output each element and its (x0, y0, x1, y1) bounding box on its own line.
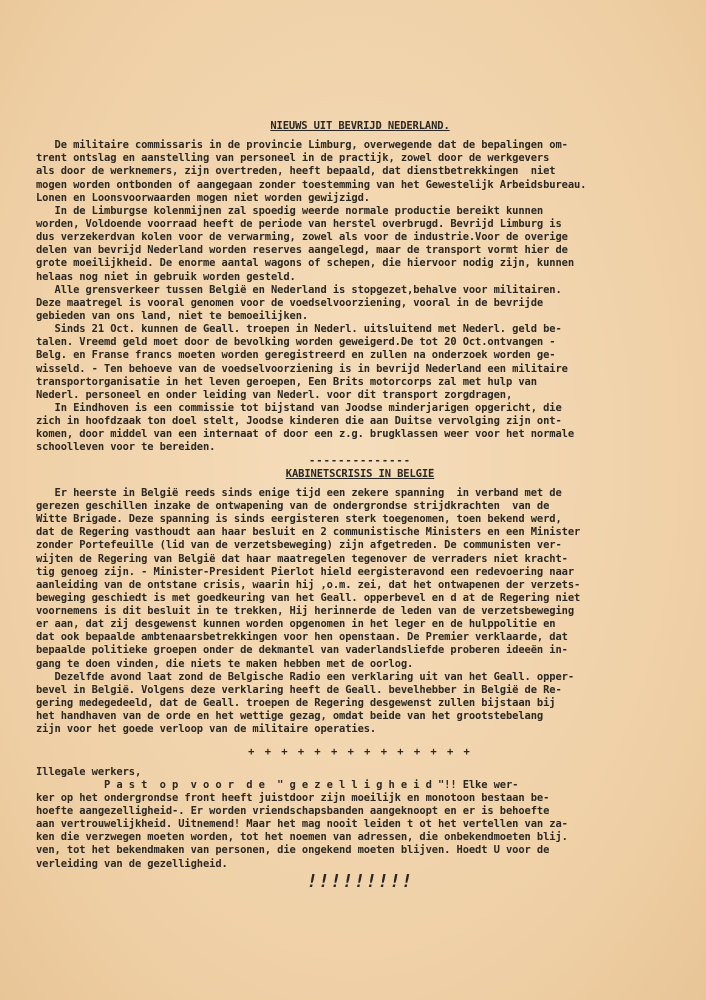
stars-divider: + + + + + + + + + + + + + + (248, 746, 472, 759)
text-line: voornemens is dit besluit in te trekken, Hij herinnerde de leden van de verzetsbeweging (36, 605, 575, 618)
text-line: zijn voor het goede verloop van de militaire operaties. (36, 723, 377, 736)
text-line: schoolleven voor te bereiden. (36, 441, 216, 454)
section-heading-belgium: KABINETSCRISIS IN BELGIË (285, 467, 435, 480)
text-line: gang te doen vinden, die niets te maken hebben met de oorlog. (36, 657, 414, 670)
page-title: NIEUWS UIT BEVRIJD NEDERLAND. (270, 120, 450, 132)
text-line: Dezelfde avond laat zond de Belgische Radio een verklaring uit van het Geall. opper- (36, 670, 575, 683)
text-line: Illegale werkers, (36, 765, 142, 778)
text-line: beweging geschiedt is met goedkeuring van het Geall. opperbevel en d at de Regering niet (36, 591, 581, 604)
text-line: ker op het ondergrondse front heeft juistdoor zijn moeilijk en monotoon bestaan be- (36, 791, 550, 804)
text-line: gebieden van ons land, niet te bemoeilijken. (36, 309, 309, 322)
text-line: Witte Brigade. Deze spanning is sinds eergisteren sterk toegenomen, toen bekend werd, (36, 513, 562, 526)
text-line: dat ook bepaalde ambtenaarsbetrekkingen voor hen openstaan. De Premier verklaarde, dat (36, 631, 568, 644)
text-line: als door de werknemers, zijn overtreden, heeft bepaald, dat dienstbetrekkingen niet (36, 165, 556, 178)
text-line: wijten de Regering van België dat haar maatregelen tegenover de verraders niet kracht- (36, 552, 568, 565)
text-line: gerezen geschillen inzake de ontwapening van de ondergrondse strijdkrachten van de (36, 499, 550, 512)
text-line: tig genoeg zijn. - Minister-President Pierlot hield eergisteravond een redevoering naar (36, 565, 575, 578)
text-line: Lonen en Loonsvoorwaarden mogen niet worden gewijzigd. (36, 191, 370, 204)
typewritten-text (36, 120, 684, 892)
text-line: mogen worden ontbonden of aangegaan zonder toestemming van het Gewestelijk Arbeidsbureau. (36, 178, 587, 191)
text-line: komen, door middel van een internaat of door een z.g. brugklassen weer voor het normale (36, 428, 575, 441)
text-line: er aan, dat zij desgewenst kunnen worden opgenomen in het leger en de hulppolitie en (36, 618, 556, 631)
text-line: Nederl. personeel en onder leiding van Nederl. voor dit transport zorgdragen, (36, 388, 513, 401)
text-line: ken die verzwegen moeten worden, tot het noemen van adressen, die onbekendmoeten blij. (36, 831, 568, 844)
text-line: hoefte aangezelligheid-. Er worden vriendschapsbanden aangeknoopt en er is behoefte (36, 805, 550, 818)
text-line: Sinds 21 Oct. kunnen de Geall. troepen in Nederl. uitsluitend met Nederl. geld be- (36, 323, 562, 336)
text-line: talen. Vreemd geld moet door de bevolking worden geweigerd.De tot 20 Oct.ontvangen - (36, 336, 556, 349)
text-line: zonder Portefeuille (lid van de verzetsbeweging) zijn afgetreden. De communisten ver- (36, 539, 562, 552)
section-news (36, 139, 684, 454)
text-line: delen van bevrijd Nederland worden reserves aangelegd, maar de transport vormt hier de (36, 244, 568, 257)
text-line: In de Limburgse kolenmijnen zal spoedig weerde normale productie bereikt kunnen (36, 204, 544, 217)
text-line: zich in hoofdzaak ton doel stelt, Joodse kinderen die aan Duitse vervolging zijn ont- (36, 415, 562, 428)
text-line: De militaire commissaris in de provincie Limburg, overwegende dat de bepalingen om- (36, 139, 568, 152)
text-line: Deze maatregel is vooral genomen voor de voedselvoorziening, vooral in de bevrijde (36, 296, 544, 309)
text-line: grote moeilijkheid. De enorme aantal wagons of schepen, die hiervoor nodig zijn, kunnen (36, 257, 575, 270)
text-line: helaas nog niet in gebruik worden gesteld. (36, 270, 296, 283)
text-line: P a s t o p v o o r d e " g e z e l l i g h e i d "!! Elke wer- (36, 778, 519, 791)
section-warning (36, 766, 684, 871)
text-line: Er heerste in België reeds sinds enige tijd een zekere spanning in verband met de (36, 486, 562, 499)
text-line: dat de Regering vasthoudt aan haar besluit en 2 communistische Ministers en een Minister (36, 526, 581, 539)
text-line: aanleiding van de ontstane crisis, waarin hij ,o.m. zei, dat het ontwapenen der verzets- (36, 578, 581, 591)
text-line: wisseld. - Ten behoeve van de voedselvoorziening is in bevrijd Nederland een militaire (36, 362, 568, 375)
text-line: gering medegedeeld, dat de Geall. troepen de Regering desgewenst zullen bijstaan bij (36, 697, 556, 710)
text-line: bepaalde politieke groepen onder de dekmantel van vaderlandsliefde proberen ideeën in- (36, 644, 568, 657)
text-line: dus verzekerdvan kolen voor de verwarming, zowel als voor de industrie.Voor de overige (36, 231, 568, 244)
text-line: In Eindhoven is een commissie tot bijstand van Joodse minderjarigen opgericht, die (36, 401, 562, 414)
section-belgium (36, 487, 684, 737)
signoff-marks: !!!!!!!!! (306, 870, 414, 892)
text-line: trent ontslag en aanstelling van personeel in de practijk, zowel door de werkgevers (36, 152, 550, 165)
text-line: verleiding van de gezelligheid. (36, 857, 228, 870)
divider-line: -------------- (309, 454, 411, 467)
text-line: bevel in België. Volgens deze verklaring heeft de Geall. bevelhebber in België de Re- (36, 683, 562, 696)
text-line: Belg. en Franse francs moeten worden geregistreerd en zullen na onderzoek worden ge- (36, 349, 556, 362)
text-line: ven, tot het bekendmaken van personen, die ongekend moeten blijven. Hoedt U voor de (36, 844, 550, 857)
text-line: transportorganisatie in het leven geroepen, Een Brits motorcorps zal met hulp van (36, 375, 537, 388)
text-line: Alle grensverkeer tussen België en Nederland is stopgezet,behalve voor militairen. (36, 283, 562, 296)
text-line: aan vertrouwelijkheid. Uitnemend! Maar het mag nooit leiden t ot het vertellen van za- (36, 818, 568, 831)
text-line: het handhaven van de orde en het wettige gezag, omdat beide van het grootstebelang (36, 710, 544, 723)
text-line: worden, Voldoende voorraad heeft de periode van herstel overbrugd. Bevrijd Limburg is (36, 217, 562, 230)
